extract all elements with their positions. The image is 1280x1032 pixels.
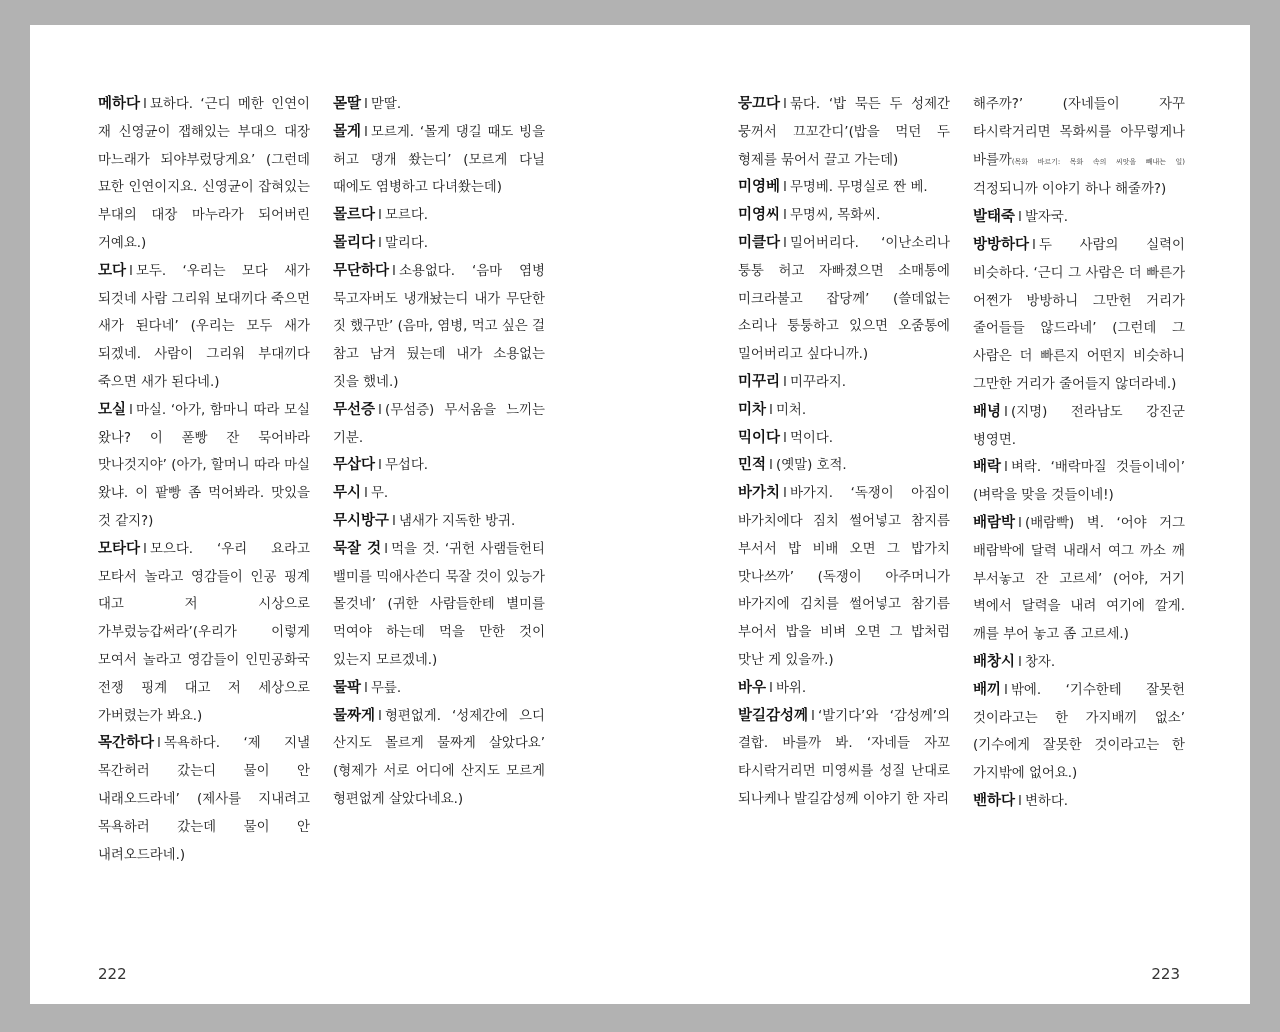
entry-definition: 냄새가 지독한 방귀. bbox=[398, 513, 516, 529]
entry-headword: 바우 bbox=[738, 679, 767, 696]
entry-headword: 미차 bbox=[738, 401, 767, 418]
entry-separator: I bbox=[157, 736, 161, 752]
entry-separator: I bbox=[1018, 793, 1022, 809]
entry-definition: 무섭다. bbox=[384, 458, 429, 474]
entry-headword: 밴하다 bbox=[973, 792, 1016, 809]
right-page-number: 223 bbox=[1151, 965, 1180, 983]
entry-separator: I bbox=[783, 97, 787, 112]
right-page-column-2 bbox=[973, 91, 1185, 816]
entry-definition: 무릎. bbox=[370, 680, 402, 696]
dictionary-entry bbox=[333, 452, 545, 480]
entry-separator: I bbox=[143, 97, 147, 112]
dictionary-entry bbox=[333, 202, 545, 230]
entry-definition: (무섬증) 무서움을 느끼는 기분. bbox=[333, 402, 545, 446]
dictionary-entry bbox=[738, 452, 950, 480]
entry-headword: 물팍 bbox=[333, 679, 362, 696]
dictionary-entry bbox=[738, 230, 950, 369]
dictionary-entry bbox=[738, 202, 950, 230]
entry-definition: 마실. ‘아가, 함마니 따라 모실 왔나? 이 폳빵 잔 묵어바라 맛나것지야’ (아가, 할머니 따라 마실 왔냐. 이 팥빵 좀 먹어봐라. 맛있을 것 같지?) bbox=[98, 402, 310, 529]
entry-separator: I bbox=[378, 402, 382, 418]
entry-headword: 몰르다 bbox=[333, 207, 376, 224]
dictionary-entry bbox=[98, 258, 310, 397]
dictionary-entry bbox=[738, 480, 950, 675]
entry-separator: I bbox=[378, 458, 382, 474]
entry-separator: I bbox=[392, 513, 396, 529]
entry-continuation: 해주까?’ (자네들이 자꾸 타시락거리면 목화씨를 아무렇게나 바를까 bbox=[973, 97, 1185, 168]
entry-separator: I bbox=[783, 235, 787, 251]
entry-separator: I bbox=[364, 124, 368, 140]
entry-separator: I bbox=[129, 402, 133, 418]
entry-definition: 모르다. bbox=[384, 208, 429, 224]
entry-separator: I bbox=[364, 486, 368, 502]
dictionary-entry bbox=[738, 425, 950, 453]
entry-headword: 배창시 bbox=[973, 653, 1016, 670]
entry-definition: 말리다. bbox=[384, 235, 429, 251]
entry-separator: I bbox=[378, 708, 382, 724]
dictionary-entry bbox=[333, 230, 545, 258]
entry-definition: 모두. ‘우리는 모다 새가 되것네 사람 그리워 보대끼다 죽으먼 새가 된다네’ (우리는 모두 새가 되겠네. 사람이 그리워 부대끼다 죽으면 새가 된다네.) bbox=[98, 263, 310, 390]
dictionary-entry bbox=[333, 675, 545, 703]
entry-headword: 발길감성께 bbox=[738, 707, 809, 724]
entry-separator: I bbox=[378, 208, 382, 224]
dictionary-entry bbox=[973, 649, 1185, 677]
entry-headword: 모실 bbox=[98, 401, 127, 418]
dictionary-entry bbox=[98, 397, 310, 536]
entry-separator: I bbox=[769, 680, 773, 696]
entry-headword: 바가치 bbox=[738, 485, 781, 502]
entry-definition: 변하다. bbox=[1024, 793, 1069, 809]
entry-footnote: (목화 바르기: 목화 속의 씨앗을 빼내는 일) bbox=[1011, 157, 1185, 166]
left-page-column-2 bbox=[333, 91, 545, 814]
dictionary-entry bbox=[738, 703, 950, 814]
entry-separator: I bbox=[384, 541, 389, 557]
entry-separator: I bbox=[364, 97, 368, 112]
entry-definition: 목욕하다. ‘제 지낼 목간허러 갔는디 물이 안 내래오드라네’ (제사를 지내려고 목욕하러 갔는데 물이 안 내려오드라네.) bbox=[98, 736, 310, 863]
entry-definition: (배람빡) 벽. ‘어야 거그 배람박에 달력 내래서 여그 까소 깨 부서놓고 잔 고르세’ (어야, 거기 벽에서 달력을 내려 여기에 깔게. 깨를 부어 놓고 좀 고르세.) bbox=[973, 515, 1185, 643]
entry-headword: 모다 bbox=[98, 262, 127, 279]
dictionary-entry bbox=[973, 399, 1185, 455]
entry-headword: 미클다 bbox=[738, 234, 781, 251]
dictionary-entry bbox=[333, 508, 545, 536]
entry-definition: 무명씨, 목화씨. bbox=[789, 208, 881, 224]
dictionary-entry bbox=[333, 480, 545, 508]
dictionary-entry bbox=[333, 119, 545, 202]
entry-separator: I bbox=[143, 541, 147, 557]
dictionary-entry bbox=[333, 91, 545, 119]
entry-definition: 밀어버리다. ‘이난소리나 퉁퉁 허고 자빠졌으면 소매통에 미크라불고 잡당께’ (쓸데없는 소리나 퉁퉁하고 있으면 오줌통에 밀어버리고 싶다니까.) bbox=[738, 235, 950, 363]
dictionary-entry bbox=[333, 258, 545, 397]
dictionary-entry bbox=[973, 510, 1185, 649]
entry-continuation-end: 걱정되니까 이야기 하나 해줄까?) bbox=[973, 182, 1167, 198]
entry-definition: 묶다. ‘밥 묵든 두 성제간 뭉꺼서 끄꼬간디’(밥을 먹던 두 형제를 묶어서 끌고 가는데) bbox=[738, 97, 950, 168]
entry-headword: 몰게 bbox=[333, 123, 362, 140]
entry-headword: 메하다 bbox=[98, 96, 141, 112]
entry-headword: 발태죽 bbox=[973, 209, 1016, 226]
entry-headword: 무시 bbox=[333, 485, 362, 502]
entry-headword: 방방하다 bbox=[973, 236, 1030, 253]
entry-headword: 민적 bbox=[738, 457, 767, 474]
entry-definition: 모으다. ‘우리 요라고 모타서 놀라고 영감들이 인공 핑계 대고 저 시상으로 가부렀능갑써라’(우리가 이렇게 모여서 놀라고 영감들이 인민공화국 전쟁 핑계 대고 저 세상으로 가버렸는가 봐요.) bbox=[98, 541, 310, 724]
entry-separator: I bbox=[783, 430, 787, 446]
entry-headword: 미영베 bbox=[738, 179, 781, 196]
dictionary-entry bbox=[333, 536, 545, 675]
entry-separator: I bbox=[1004, 404, 1008, 420]
entry-definition: 창자. bbox=[1024, 654, 1056, 670]
entry-separator: I bbox=[1032, 237, 1036, 253]
entry-definition: 벼락. ‘배락마질 것들이네이’ (벼락을 맞을 것들이네!) bbox=[973, 460, 1185, 504]
entry-separator: I bbox=[1018, 515, 1022, 531]
entry-headword: 모타다 bbox=[98, 540, 141, 557]
entry-headword: 뭉끄다 bbox=[738, 96, 781, 112]
entry-separator: I bbox=[783, 486, 787, 502]
entry-separator: I bbox=[378, 235, 382, 251]
entry-headword: 묵잘 것 bbox=[333, 540, 382, 557]
entry-definition: 맏딸. bbox=[370, 97, 402, 112]
entry-headword: 배끼 bbox=[973, 681, 1002, 698]
dictionary-entry bbox=[973, 454, 1185, 510]
dictionary-entry bbox=[98, 730, 310, 869]
entry-definition: ‘발기다’와 ‘감성께’의 결합. 바를까 봐. ‘자네들 자꼬 타시락거리먼 미영씨를 성질 난대로 되나케나 발길감성께 이야기 한 자리 bbox=[738, 708, 950, 807]
entry-definition: 미꾸라지. bbox=[789, 374, 846, 390]
entry-definition: 미처. bbox=[775, 402, 807, 418]
book-spread bbox=[30, 25, 1250, 1004]
entry-definition: 두 사람의 실력이 비슷하다. ‘근디 그 사람은 더 빠른가 어쩐가 방방하니 그만헌 거리가 줄어들들 않드라네’ (그런데 그 사람은 더 빠른지 어떤지 비슷하니 그만한 거리가 줄어들지 않더라네.) bbox=[973, 237, 1185, 392]
entry-separator: I bbox=[364, 680, 368, 696]
entry-separator: I bbox=[769, 402, 773, 418]
entry-definition: 묘하다. ‘근디 메한 인연이 재 신영균이 잽해있는 부대으 대장 마느래가 되야부렀당게요’ (그런데 묘한 인연이지요. 신영균이 잡혀있는 부대의 대장 마누라가 되어버린 거예요.) bbox=[98, 97, 310, 251]
entry-separator: I bbox=[783, 374, 787, 390]
dictionary-entry bbox=[98, 91, 310, 258]
entry-separator: I bbox=[392, 263, 396, 279]
entry-separator: I bbox=[1004, 682, 1008, 698]
entry-headword: 물짜게 bbox=[333, 707, 376, 724]
entry-separator: I bbox=[811, 708, 815, 724]
dictionary-entry bbox=[738, 91, 950, 174]
entry-headword: 몰리다 bbox=[333, 234, 376, 251]
entry-definition: 형편없게. ‘성제간에 으디 산지도 몰르게 물짜게 살았다요’ (형제가 서로 어디에 산지도 모르게 형편없게 살았다네요.) bbox=[333, 708, 545, 807]
entry-separator: I bbox=[769, 458, 773, 474]
entry-definition: 발자국. bbox=[1024, 210, 1069, 226]
dictionary-entry bbox=[973, 204, 1185, 232]
entry-separator: I bbox=[783, 180, 787, 196]
entry-definition: 먹이다. bbox=[789, 430, 834, 446]
entry-headword: 배람박 bbox=[973, 514, 1016, 531]
entry-headword: 믹이다 bbox=[738, 429, 781, 446]
entry-separator: I bbox=[783, 208, 787, 224]
entry-definition: 무명베. 무명실로 짠 베. bbox=[789, 180, 928, 196]
entry-separator: I bbox=[129, 263, 133, 279]
entry-definition: 모르게. ‘몰게 댕길 때도 빙을 허고 댕개 쐈는디’ (모르게 다닐 때에도 염병하고 다녀쐈는데) bbox=[333, 124, 545, 196]
dictionary-entry bbox=[333, 397, 545, 453]
entry-headword: 무시방구 bbox=[333, 512, 390, 529]
entry-separator: I bbox=[1018, 210, 1022, 226]
dictionary-entry bbox=[973, 91, 1185, 204]
entry-definition: (지명) 전라남도 강진군 병영면. bbox=[973, 404, 1185, 448]
entry-headword: 미영씨 bbox=[738, 207, 781, 224]
entry-headword: 목간하다 bbox=[98, 735, 155, 752]
entry-definition: 바가지. ‘독쟁이 아짐이 바가치에다 짐치 썰어넣고 참지름 부서서 밥 비배 오면 그 밥가치 맛나쓰까’ (독쟁이 아주머니가 바가지에 김치를 썰어넣고 참기름 부어서 밥을 비벼 오면 그 밥처럼 맛난 게 있을까.) bbox=[738, 486, 950, 668]
entry-definition: 먹을 것. ‘귀헌 사램들헌티 밸미를 믹애사쓴디 묵잘 것이 있능가 몰것네’ (귀한 사람들한테 별미를 먹여야 하는데 먹을 만한 것이 있는지 모르겠네.) bbox=[333, 541, 545, 668]
entry-headword: 배녕 bbox=[973, 403, 1002, 420]
left-page-number: 222 bbox=[98, 965, 127, 983]
entry-definition: (옛말) 호적. bbox=[775, 458, 847, 474]
dictionary-entry bbox=[333, 703, 545, 814]
entry-headword: 무선증 bbox=[333, 401, 376, 418]
dictionary-entry bbox=[98, 536, 310, 731]
entry-headword: 몯딸 bbox=[333, 96, 362, 112]
entry-definition: 무. bbox=[370, 486, 389, 502]
dictionary-entry bbox=[738, 174, 950, 202]
left-page-column-1 bbox=[98, 91, 310, 869]
entry-headword: 무단하다 bbox=[333, 262, 390, 279]
entry-separator: I bbox=[1004, 460, 1008, 476]
entry-definition: 밖에. ‘기수한테 잘못헌 것이라고는 한 가지배끼 없소’ (기수에게 잘못한 것이라고는 한 가지밖에 없어요.) bbox=[973, 682, 1185, 782]
dictionary-entry bbox=[973, 232, 1185, 399]
dictionary-entry bbox=[738, 675, 950, 703]
entry-headword: 무삽다 bbox=[333, 457, 376, 474]
entry-definition: 소용없다. ‘음마 염병 묵고자버도 냉개놨는디 내가 무단한 짓 했구만’ (음마, 염병, 먹고 싶은 걸 참고 남겨 뒀는데 내가 소용없는 짓을 했네.) bbox=[333, 263, 545, 390]
entry-separator: I bbox=[1018, 654, 1022, 670]
dictionary-entry bbox=[738, 369, 950, 397]
dictionary-entry bbox=[973, 677, 1185, 788]
dictionary-entry bbox=[738, 397, 950, 425]
right-page-column-1 bbox=[738, 91, 950, 814]
entry-headword: 미꾸리 bbox=[738, 373, 781, 390]
dictionary-entry bbox=[973, 788, 1185, 816]
entry-headword: 배락 bbox=[973, 459, 1002, 476]
entry-definition: 바위. bbox=[775, 680, 807, 696]
